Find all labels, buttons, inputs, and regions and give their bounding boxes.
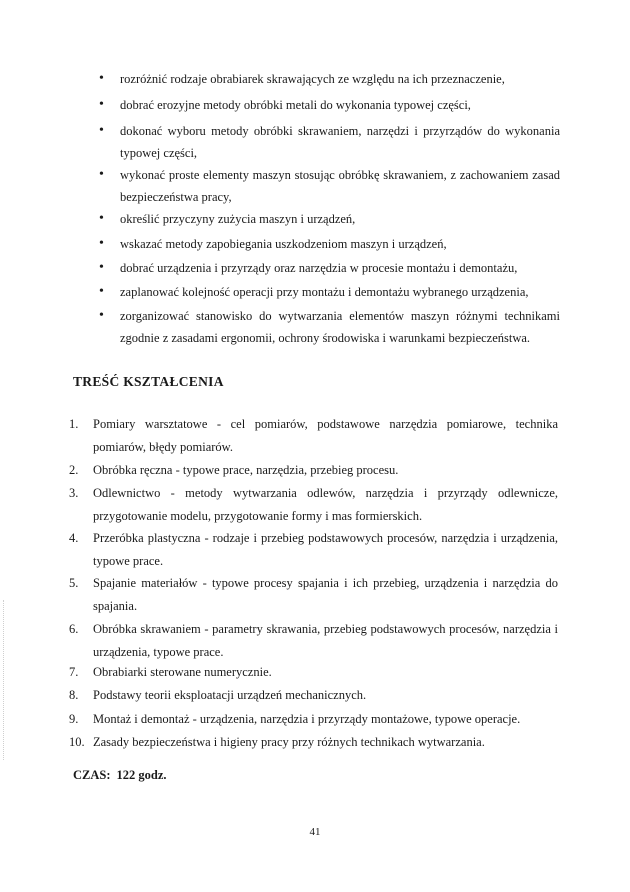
bullet-item: • zorganizować stanowisko do wytwarzania elementów maszyn różnymi technikami zgodnie z zasadami ergonomii, ochrony środowiska i warunkami bezpieczeństwa. bbox=[120, 305, 560, 349]
item-number: 3. bbox=[69, 486, 79, 500]
content-item bbox=[69, 661, 558, 684]
content-item bbox=[69, 708, 558, 731]
time-allocation bbox=[73, 768, 167, 783]
bullet-item: • określić przyczyny zużycia maszyn i urządzeń, bbox=[120, 208, 560, 230]
section-title: TREŚĆ KSZTAŁCENIA bbox=[73, 374, 224, 389]
item-text: Spajanie materiałów - typowe procesy spajania i ich przebieg, urządzenia i narzędzia do spajania. bbox=[93, 576, 558, 613]
bullet-icon: • bbox=[99, 284, 104, 299]
item-number: 10. bbox=[69, 735, 85, 749]
bullet-item: • dobrać erozyjne metody obróbki metali do wykonania typowej części, bbox=[120, 94, 560, 116]
content-item bbox=[69, 572, 558, 618]
item-number: 1. bbox=[69, 417, 79, 431]
item-text: Podstawy teorii eksploatacji urządzeń mechanicznych. bbox=[93, 688, 367, 702]
bullet-item: • dokonać wyboru metody obróbki skrawaniem, narzędzi i przyrządów do wykonania typowej części, bbox=[120, 120, 560, 164]
item-text: Obróbka ręczna - typowe prace, narzędzia, przebieg procesu. bbox=[93, 463, 399, 477]
item-number: 9. bbox=[69, 712, 79, 726]
item-text: Zasady bezpieczeństwa i higieny pracy przy różnych technikach wytwarzania. bbox=[93, 735, 485, 749]
content-item bbox=[69, 618, 558, 664]
item-number: 8. bbox=[69, 688, 79, 702]
bullet-icon: • bbox=[99, 211, 104, 226]
content-item bbox=[69, 684, 558, 707]
time-label: CZAS: bbox=[73, 768, 111, 782]
item-text: Odlewnictwo - metody wytwarzania odlewów, narzędzia i przyrządy odlewnicze, przygotowanie modelu, przygotowanie formy i mas formierskich. bbox=[93, 486, 558, 523]
bullet-icon: • bbox=[99, 308, 104, 323]
bullet-icon: • bbox=[99, 260, 104, 275]
item-text: Pomiary warsztatowe - cel pomiarów, podstawowe narzędzia pomiarowe, technika pomiarów, błędy pomiarów. bbox=[93, 417, 558, 454]
page-number: 41 bbox=[309, 826, 321, 838]
bullet-icon: • bbox=[99, 236, 104, 251]
content-item bbox=[69, 413, 558, 459]
item-number: 5. bbox=[69, 576, 79, 590]
item-number: 6. bbox=[69, 622, 79, 636]
item-text: Obrabiarki sterowane numerycznie. bbox=[93, 665, 272, 679]
bullet-icon: • bbox=[99, 71, 104, 86]
content-item bbox=[69, 482, 558, 528]
bullet-icon: • bbox=[99, 123, 104, 138]
item-text: Obróbka skrawaniem - parametry skrawania, przebieg podstawowych procesów, narzędzia i urządzenia, typowe prace. bbox=[93, 622, 558, 659]
bullet-icon: • bbox=[99, 97, 104, 112]
bullet-item: • zaplanować kolejność operacji przy montażu i demontażu wybranego urządzenia, bbox=[120, 281, 560, 303]
content-item bbox=[69, 527, 558, 573]
bullet-item: • rozróżnić rodzaje obrabiarek skrawających ze względu na ich przeznaczenie, bbox=[120, 68, 560, 90]
bullet-item: • wskazać metody zapobiegania uszkodzeniom maszyn i urządzeń, bbox=[120, 233, 560, 255]
bullet-item: • wykonać proste elementy maszyn stosując obróbkę skrawaniem, z zachowaniem zasad bezpieczeństwa pracy, bbox=[120, 164, 560, 208]
bullet-item: • dobrać urządzenia i przyrządy oraz narzędzia w procesie montażu i demontażu, bbox=[120, 257, 560, 279]
item-text: Przeróbka plastyczna - rodzaje i przebieg podstawowych procesów, narzędzia i urządzenia, typowe prace. bbox=[93, 531, 558, 568]
item-text: Montaż i demontaż - urządzenia, narzędzia i przyrządy montażowe, typowe operacje. bbox=[93, 712, 521, 726]
content-item bbox=[69, 731, 558, 754]
content-item bbox=[69, 459, 558, 482]
scan-artifact bbox=[3, 600, 6, 760]
item-number: 4. bbox=[69, 531, 79, 545]
item-number: 2. bbox=[69, 463, 79, 477]
item-number: 7. bbox=[69, 665, 79, 679]
time-value: 122 godz. bbox=[116, 768, 167, 782]
bullet-icon: • bbox=[99, 167, 104, 182]
